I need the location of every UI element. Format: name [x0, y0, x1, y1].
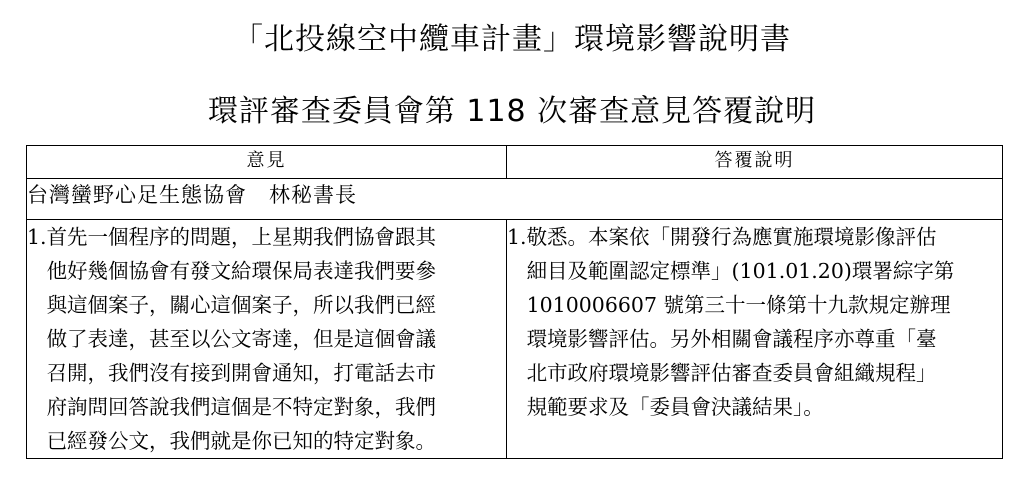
- header-opinion: 意見: [27, 146, 507, 179]
- comment-line: 做了表達，甚至以公文寄達，但是這個會議: [46, 327, 437, 351]
- organization-name: 台灣蠻野心足生態協會 林秘書長: [27, 179, 1003, 220]
- comment-line: 已經發公文，我們就是你已知的特定對象。: [46, 429, 437, 453]
- document-title: 「北投線空中纜車計畫」環境影響說明書: [233, 22, 791, 57]
- comment-line: 召開，我們沒有接到開會通知，打電話去市: [46, 361, 437, 385]
- organization-row: [27, 179, 1003, 220]
- comment-line: 首先一個程序的問題，上星期我們協會跟其: [46, 225, 437, 249]
- document-subtitle: 環評審查委員會第 118 次審查意見答覆說明: [207, 94, 817, 129]
- header-response: 答覆說明: [507, 146, 1003, 179]
- comment-response-table: [26, 145, 1003, 459]
- response-cell: [507, 220, 1003, 459]
- response-line: 北市政府環境影響評估審查委員會組織規程」: [526, 361, 937, 385]
- comment-line: 他好幾個協會有發文給環保局表達我們要參: [46, 259, 437, 283]
- response-line: 細目及範圍認定標準」(101.01.20)環署綜字第: [526, 259, 955, 283]
- response-line: 1010006607 號第三十一條第十九款規定辦理: [526, 293, 951, 317]
- response-line: 環境影響評估。另外相關會議程序亦尊重「臺: [526, 327, 937, 351]
- comment-line: 與這個案子，關心這個案子，所以我們已經: [46, 293, 437, 317]
- response-line: 規範要求及「委員會決議結果」。: [526, 395, 824, 419]
- comment-line: 府詢問回答說我們這個是不特定對象，我們: [46, 395, 437, 419]
- comment-cell: [27, 220, 507, 459]
- response-line: 敬悉。本案依「開發行為應實施環境影像評估: [526, 225, 937, 249]
- table-row: [27, 220, 1003, 459]
- comment-number: 1.: [27, 225, 47, 249]
- response-number: 1.: [507, 225, 527, 249]
- table-header-row: [27, 146, 1003, 179]
